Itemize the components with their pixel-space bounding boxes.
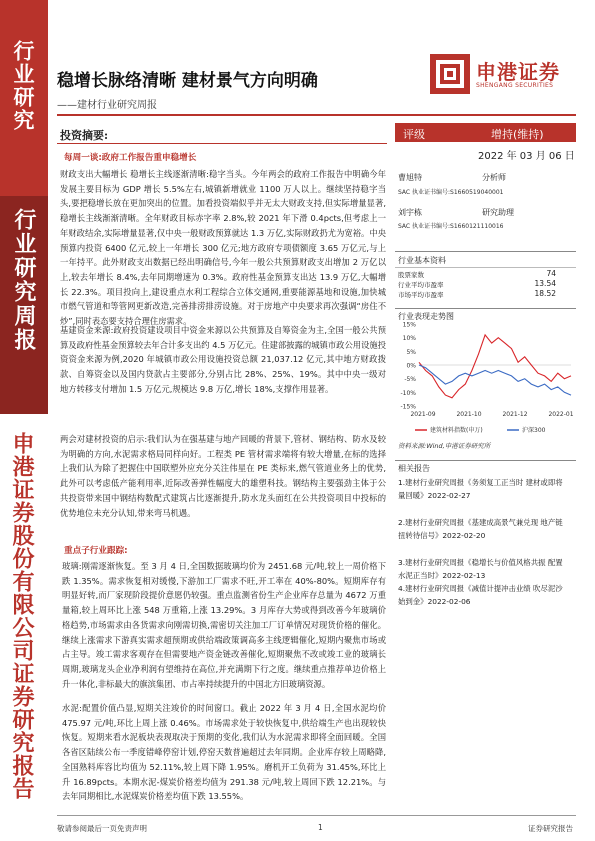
rating-label: 评级 — [403, 128, 425, 141]
sidebar-mid-label: 行业研究周报 — [11, 208, 37, 352]
footer-disclaimer: 敬请参阅最后一页免责声明 — [57, 824, 147, 833]
section-subindustry: 重点子行业跟踪: — [64, 546, 128, 556]
logo-name: 申港证券 — [476, 60, 560, 84]
series-line-1 — [419, 335, 571, 398]
footer-page-number: 1 — [318, 823, 323, 832]
paragraph-implications: 两会对建材投资的启示:我们认为在强基建与地产回暖的背景下,管材、钢结构、防水及较为明确的方向,水泥需求格局同样向好。工程类 PE 管材需求端将有较大增量,在标的选择上我们认为除了把握住中国联塑外应充分关注伟星在 PE 类标来,燃气管道业务上的优势,此外可以考虑低产能利用率,近际改善弹性幅度大的雄塑科技。钢结构主要强劲主体于公共投资带来国中钢结构数配式建筑占比逐渐提升,防水龙头面红在公共投资项目中投标的优势地位未充分认知,带来弯马机遇。 — [60, 434, 386, 518]
x-tick-label: 2021-10 — [456, 411, 482, 418]
header-divider — [57, 114, 576, 116]
report-title: 稳增长脉络清晰 建材景气方向明确 — [57, 71, 318, 91]
logo-english: SHENGANG SECURITIES — [476, 82, 554, 89]
legend-label-1: 建筑材料指数(申万) — [430, 427, 483, 434]
performance-chart — [395, 318, 576, 438]
stat-label-market-pe: 市场平均市盈率 — [398, 291, 444, 299]
basics-title: 行业基本资料 — [398, 256, 446, 265]
y-tick-label: -5% — [404, 376, 416, 384]
analyst-1-cert: SAC 执业证书编号:S1660519040001 — [398, 189, 504, 196]
sidebar-company-label: 申港证券股份有限公司证券研究报告 — [9, 432, 35, 800]
bullet-cement: 水泥:配置价值凸显,短期关注竣价的时间窗口。截止 2022 年 3 月 4 日,全国水泥均价 475.97 元/吨,环比上周上涨 0.46%。市场需求处于较快恢复中,供给端生产也出现较快恢复。短期来看水泥板块表现取决于预期的变化,我们认为水泥需求即将全面回暖。全国各省区陆续公布一季度错峰停窑计划,停窑天数普遍超过去年同期。企业库存较上周略降,全国熟料库容比均值为 52.11%,较上周下降 1.95%。磨机开工负荷为 31.45%,环比上升 16.89pcts。本期水泥-煤炭价格差均值为 291.38 元/吨,较上周回下跌 12.21%。与去年同期相比,水泥煤炭价格差均值下跌 13.55%。 — [62, 703, 386, 802]
legend-label-2: 沪深300 — [522, 427, 546, 434]
analyst-1-role: 分析师 — [482, 173, 506, 182]
y-tick-label: 15% — [402, 321, 416, 329]
related-title: 相关报告 — [398, 464, 430, 473]
basics-divider — [395, 251, 576, 252]
digest-title: 投资摘要: — [60, 129, 109, 142]
sidebar-mid-band — [0, 196, 48, 414]
stat-value-industry-pe: 13.54 — [534, 279, 556, 288]
basics-subdivider — [395, 267, 576, 268]
related-report-1[interactable]: 1.建材行业研究周报《务须复工正当时 建材或即将量回暖》2022-02-27 — [398, 478, 563, 500]
rating-value: 增持(维持) — [491, 128, 544, 141]
logo-emblem-icon — [428, 52, 472, 96]
footer-divider — [57, 815, 576, 816]
stat-value-stock-count: 74 — [546, 269, 556, 278]
company-logo — [428, 52, 576, 96]
rating-bar — [395, 123, 576, 142]
related-divider — [395, 460, 576, 461]
bullet-glass: 玻璃:刚需逐渐恢复。至 3 月 4 日,全国数据玻璃均价为 2451.68 元/吨,较上一周价格下跌 1.35%。需求恢复相对缓慢,下游加工厂需求不旺,开工率在 40%-80%。短期库存有明显好转,而厂家现阶段提价意愿仍较强。重点监测省份生产企业库存总量为 4672 万重量箱,较上周环比上涨 548 万重箱,上涨 13.29%。3 月库存大势或得到改善今年玻璃价格趋势,市场需求由各货需求向刚需切换,需密切关注加工厂订单情况对现货价格的催化。继续上涨需求下游真实需求超预期或供给端政策调高多主线逻辑催化,短期内聚焦市场或占主导。竣工需求客观存在但需要地产资金链改善催化,短期聚焦不改或竣工业的玻璃长周期,玻璃龙头企业净利润有望维持在高位,并充满期下行之度。继续重点推荐单边价格上升一体化,非标最大的旗滨集团、市占率持续提升的中国北方旧玻璃资源。 — [62, 561, 386, 689]
stat-label-stock-count: 股票家数 — [398, 271, 424, 279]
related-report-2[interactable]: 2.建材行业研究周报《基建成高景气兼兑现 地产链扭转待信号》2022-02-20 — [398, 518, 563, 540]
sidebar — [0, 0, 48, 841]
sidebar-bottom-band — [0, 414, 48, 841]
analyst-1-name: 曹旭特 — [398, 173, 422, 182]
y-tick-label: 5% — [406, 348, 416, 356]
x-tick-label: 2022-01 — [548, 411, 574, 418]
stat-label-industry-pe: 行业平均市盈率 — [398, 281, 444, 289]
x-tick-label: 2021-09 — [410, 411, 436, 418]
analyst-2-role: 研究助理 — [482, 208, 514, 217]
footer-report-type: 证券研究报告 — [528, 824, 573, 833]
section-weekly-talk: 每周一谈:政府工作报告重申稳增长 — [64, 153, 197, 163]
report-date: 2022 年 03 月 06 日 — [478, 151, 575, 162]
y-tick-label: -10% — [400, 389, 416, 397]
y-tick-label: -15% — [400, 403, 416, 411]
x-tick-label: 2021-12 — [502, 411, 528, 418]
analyst-2-name: 刘宇栋 — [398, 208, 422, 217]
chart-title: 行业表现走势图 — [398, 312, 454, 321]
related-report-3[interactable]: 3.建材行业研究周报《稳增长与价值风格共振 配置水泥正当时》2022-02-13 — [398, 558, 563, 580]
sidebar-top-label: 行业研究 — [11, 40, 36, 132]
stat-value-market-pe: 18.52 — [534, 289, 556, 298]
paragraph-funding: 基建资金来源:政府投资建设项目中资金来源以公共预算及自筹资金为主,全国一般公共预算及政府性基金预算较去年合计多支出约 4.5 万亿元。住建部披露的城镇市政公用设施投资资金来源为例,2020 年城镇市政公用设施投资总额 21,037.12 亿元,其中地方财政拨款、自筹资金以及国内贷款占主要部分,分别占比 28%、25%、19%。其中中央一级对地方转移支付增加 1.5 万亿元,规模达 9.8 万亿,增长 18%,支撑作用显著。 — [60, 325, 386, 394]
chart-divider — [395, 308, 576, 309]
chart-source: 资料来源:Wind,申港证券研究所 — [398, 442, 491, 450]
y-tick-label: 10% — [402, 335, 416, 343]
sidebar-top-band — [0, 0, 48, 196]
analyst-2-cert: SAC 执业证书编号:S1660121110016 — [398, 223, 504, 230]
report-subtitle: ——建材行业研究周报 — [57, 100, 157, 111]
paragraph-fiscal: 财政支出大幅增长 稳增长主线逐渐清晰:稳字当头。今年两会的政府工作报告中明确今年发展主要目标为 GDP 增长 5.5%左右,城镇新增就业 1100 万人以上。继续坚持稳字当头,要把稳增长放在更加突出的位置。加看投资端似乎并无太大财政支持,但实际增量显著,稳增长主线渐渐清晰。全年财政目标赤字率 2.8%,较 2021 年下滑 0.4pcts,但考虑上一年财政结余,实际增量显著,仅中央一般财政预算就达 1.3 万亿,实际财政扔尤为宽裕。中央预算内投资 6400 亿元,较上一年增长 300 亿元;地方政府专项债额度 3.65 万亿元,与上一年持平。此外财政支出数据已经出明确信号,今年一般公共预算财政支出增加 2 万亿以上,较去年增长 8.4%,去年同期增速为 0.3%。政府性基金预算支出达 13.9 万亿,大幅增长 22.3%。项目投向上,建设重点水利工程综合立体交通网,重要能源基地和设施,加快城市燃气管道和等管网更新改造,完善排涝排涝设施。对于房地产中央要求再次强调“房住不炒”,同时表态要支持合理住房需求。 — [60, 169, 386, 327]
related-report-4[interactable]: 4.建材行业研究周报《减值计提冲击业绩 吹尽泥沙始到金》2022-02-06 — [398, 584, 563, 606]
digest-divider — [57, 143, 387, 144]
y-tick-label: 0% — [406, 362, 416, 370]
